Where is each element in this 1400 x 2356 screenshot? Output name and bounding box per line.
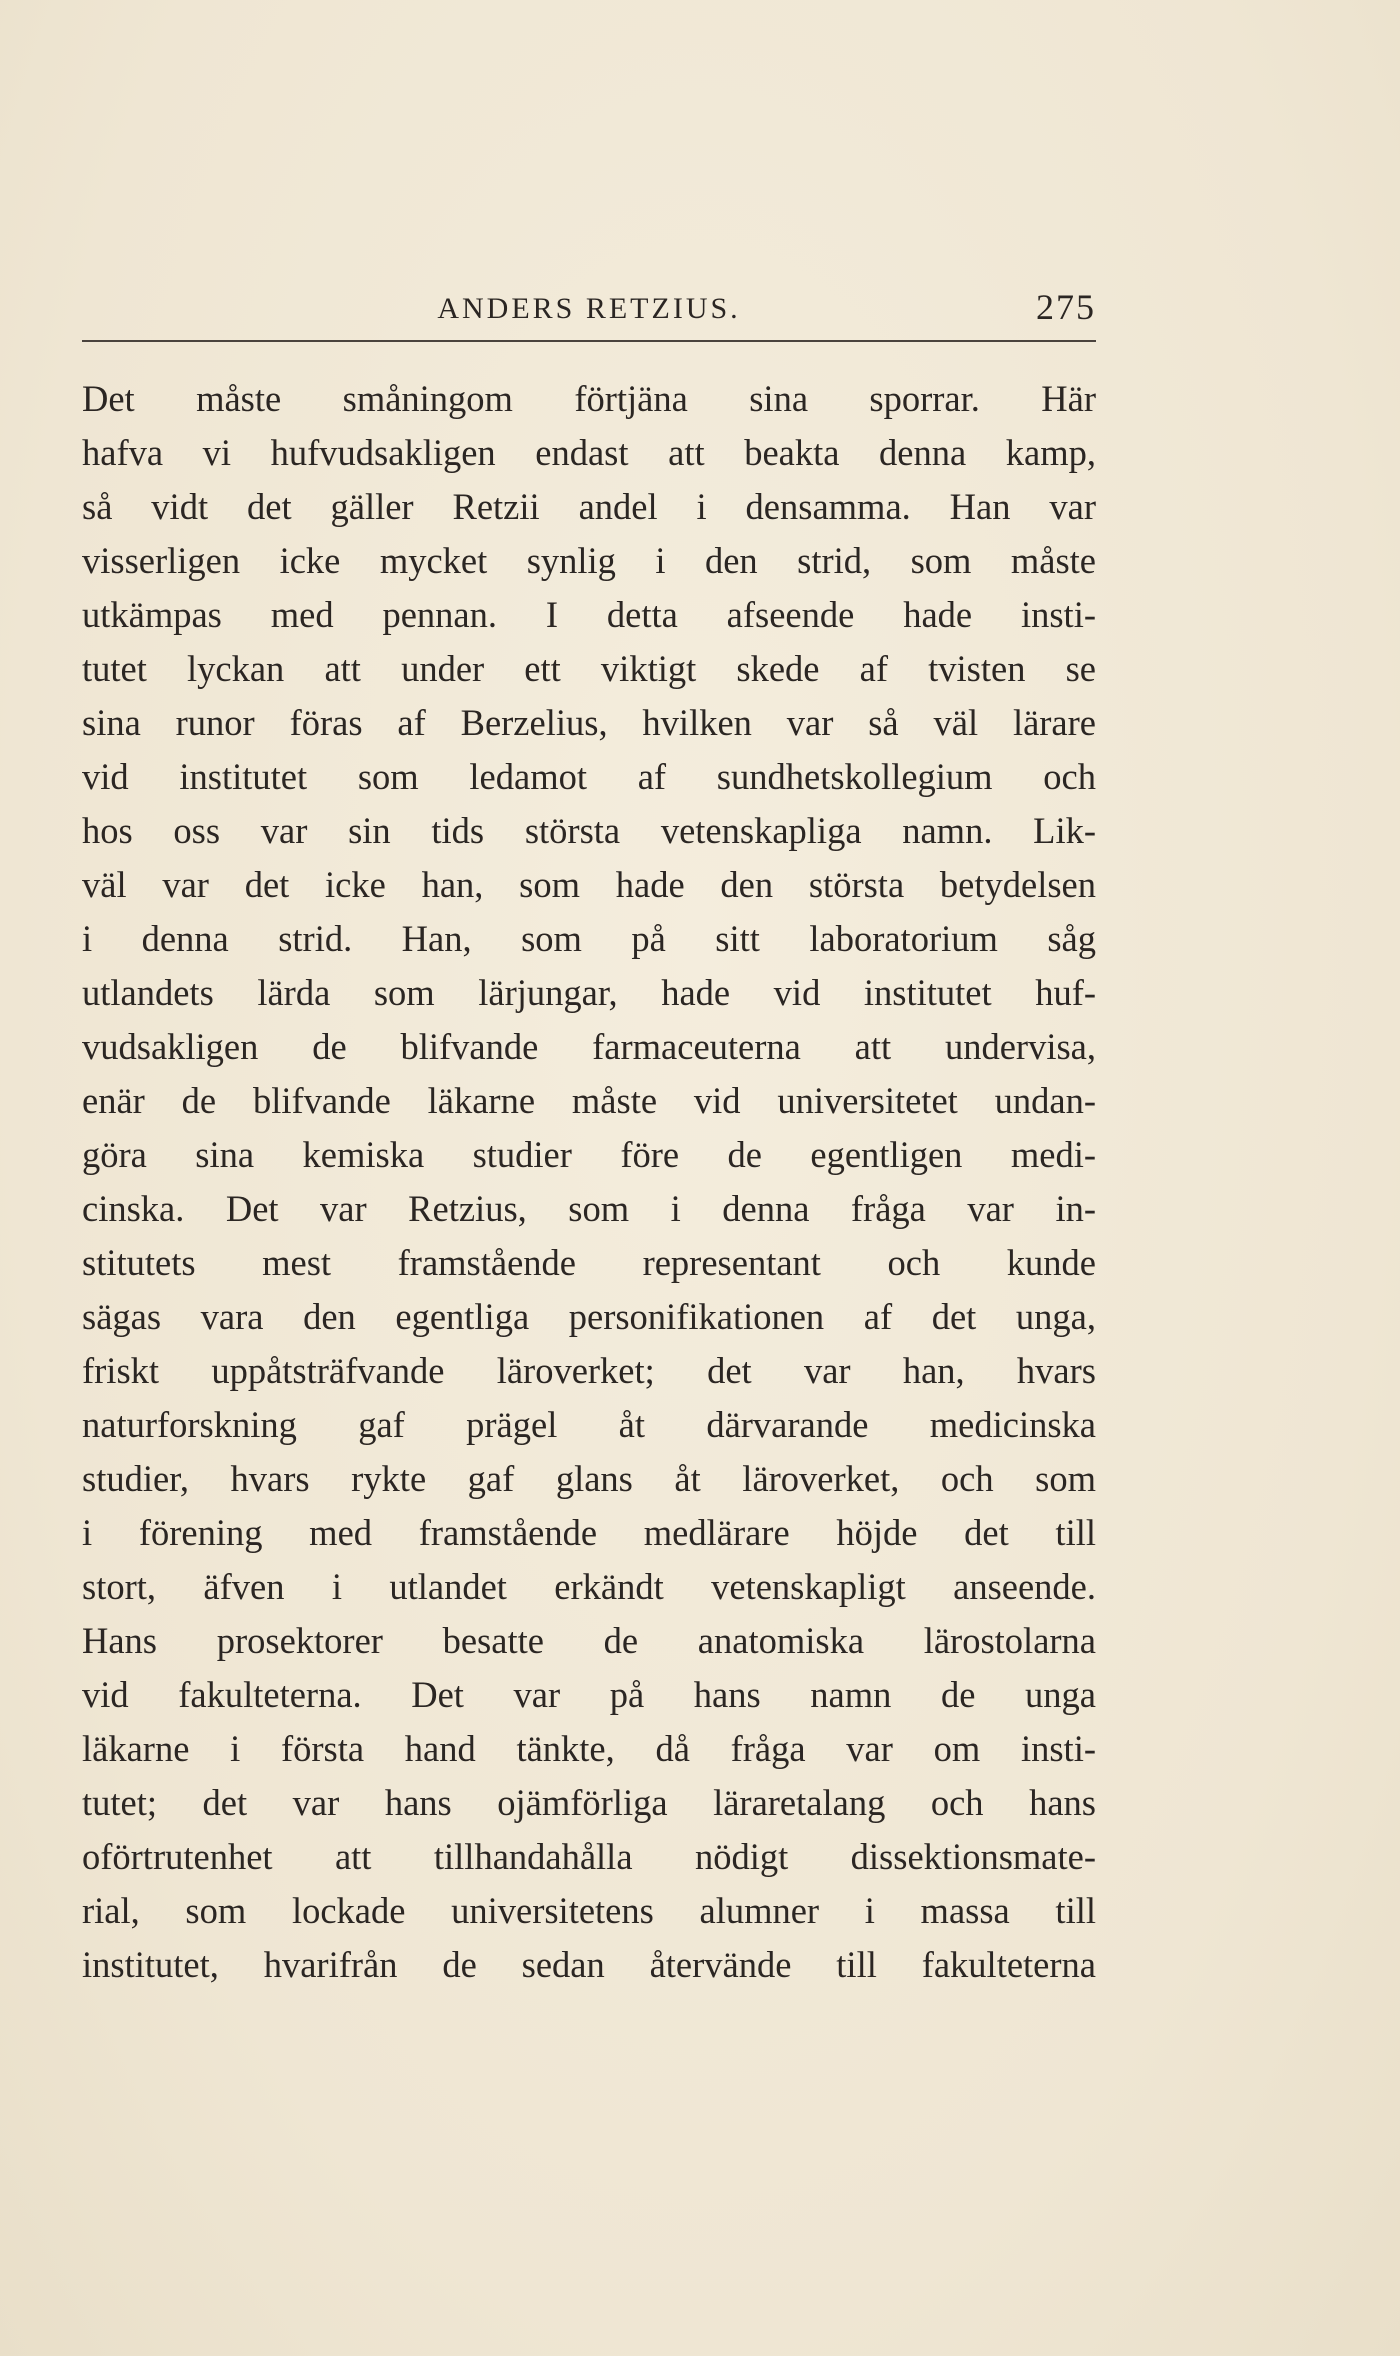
text-line: utlandets lärda som lärjungar, hade vid institutet huf- — [82, 972, 1096, 1013]
text-line: vid fakulteterna. Det var på hans namn de unga — [82, 1674, 1096, 1715]
text-line: sägas vara den egentliga personifikationen af det unga, — [82, 1296, 1096, 1337]
text-line: tutet; det var hans ojämförliga läraretalang och hans — [82, 1782, 1096, 1823]
text-line: institutet, hvarifrån de sedan återvände till fakulteterna — [82, 1944, 1096, 1985]
text-line: studier, hvars rykte gaf glans åt läroverket, och som — [82, 1458, 1096, 1499]
text-line: Hans prosektorer besatte de anatomiska lärostolarna — [82, 1620, 1096, 1661]
page-header — [82, 286, 1096, 336]
running-title: ANDERS RETZIUS. — [437, 292, 741, 325]
text-line: enär de blifvande läkarne måste vid universitetet undan- — [82, 1080, 1096, 1121]
body-text — [82, 372, 1096, 1992]
page-number: 275 — [1036, 287, 1096, 327]
text-line: hos oss var sin tids största vetenskapliga namn. Lik- — [82, 810, 1096, 851]
text-line: naturforskning gaf prägel åt därvarande medicinska — [82, 1404, 1096, 1445]
text-line: läkarne i första hand tänkte, då fråga var om insti- — [82, 1728, 1096, 1769]
text-line: stort, äfven i utlandet erkändt vetenskapligt anseende. — [82, 1566, 1096, 1607]
text-line: cinska. Det var Retzius, som i denna fråga var in- — [82, 1188, 1096, 1229]
text-line: hafva vi hufvudsakligen endast att beakta denna kamp, — [82, 432, 1096, 473]
text-line: vid institutet som ledamot af sundhetskollegium och — [82, 756, 1096, 797]
text-line: vudsakligen de blifvande farmaceuterna att undervisa, — [82, 1026, 1096, 1067]
text-line: rial, som lockade universitetens alumner i massa till — [82, 1890, 1096, 1931]
text-line: stitutets mest framstående representant och kunde — [82, 1242, 1096, 1283]
text-line: göra sina kemiska studier före de egentligen medi- — [82, 1134, 1096, 1175]
text-line: utkämpas med pennan. I detta afseende hade insti- — [82, 594, 1096, 635]
text-line: visserligen icke mycket synlig i den strid, som måste — [82, 540, 1096, 581]
text-line: sina runor föras af Berzelius, hvilken var så väl lärare — [82, 702, 1096, 743]
text-line: så vidt det gäller Retzii andel i densamma. Han var — [82, 486, 1096, 527]
text-line: friskt uppåtsträfvande läroverket; det var han, hvars — [82, 1350, 1096, 1391]
text-line: väl var det icke han, som hade den största betydelsen — [82, 864, 1096, 905]
text-line: i denna strid. Han, som på sitt laboratorium såg — [82, 918, 1096, 959]
text-line: Det måste småningom förtjäna sina sporrar. Här — [82, 378, 1096, 419]
text-line: i förening med framstående medlärare höjde det till — [82, 1512, 1096, 1553]
header-rule — [82, 340, 1096, 342]
text-line: oförtrutenhet att tillhandahålla nödigt dissektionsmate- — [82, 1836, 1096, 1877]
text-line: tutet lyckan att under ett viktigt skede af tvisten se — [82, 648, 1096, 689]
